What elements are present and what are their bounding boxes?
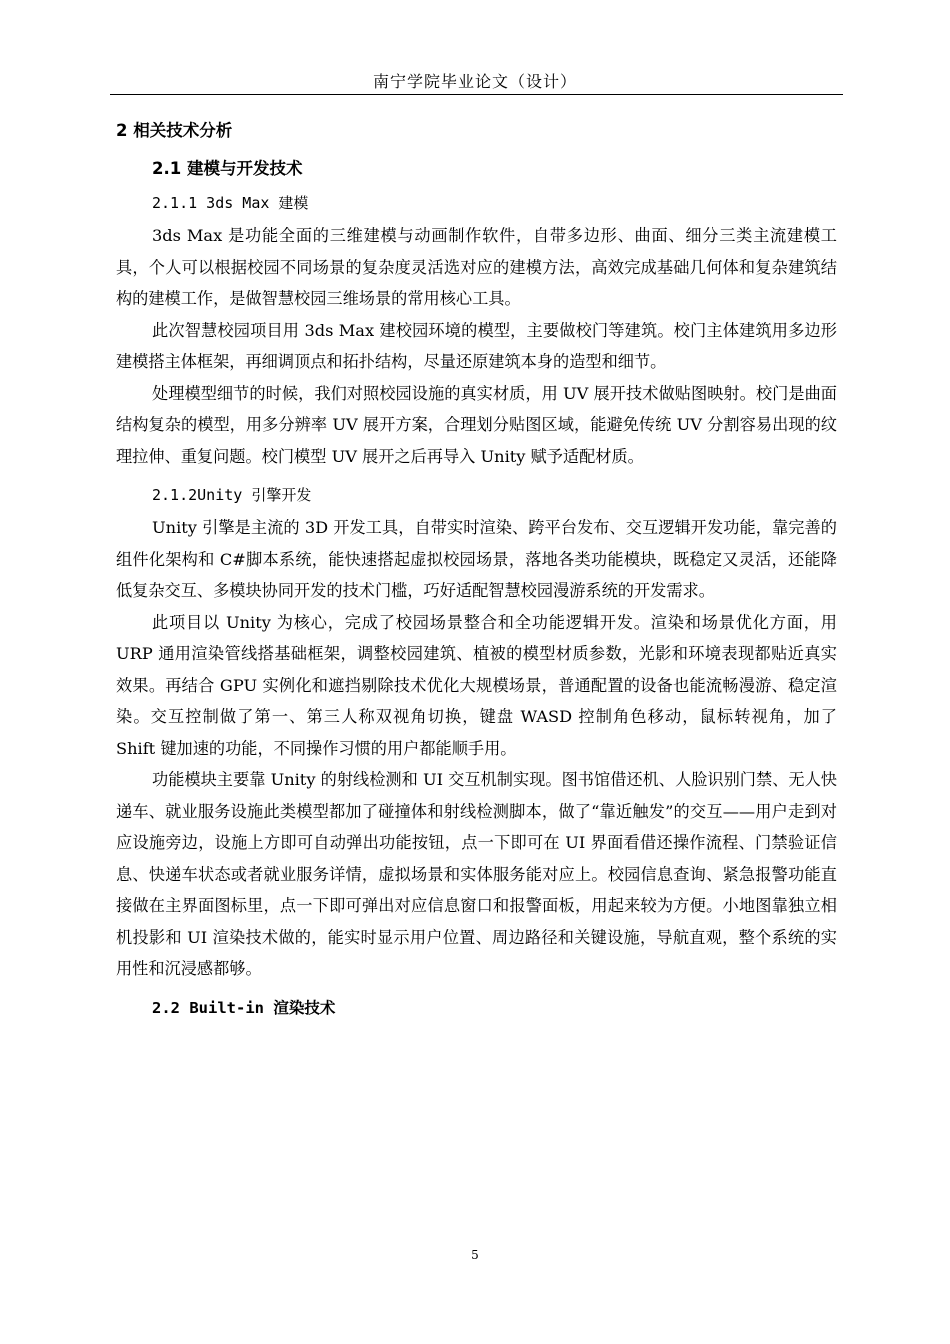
paragraph-unity-project: 此项目以 Unity 为核心，完成了校园场景整合和全功能逻辑开发。渲染和场景优化方面，用 URP 通用渲染管线搭基础框架，调整校园建筑、植被的模型材质参数，光影和环境表现都贴近真实效果。再结合 GPU 实例化和遮挡剔除技术优化大规模场景，普通配置的设备也能流畅漫游、稳定渲染。交互控制做了第一、第三人称双视角切换，键盘 WASD 控制角色移动，鼠标转视角，加了 Shift 键加速的功能，不同操作习惯的用户都能顺手用。 <box>116 612 837 758</box>
paragraph-uv-mapping: 处理模型细节的时候，我们对照校园设施的真实材质，用 UV 展开技术做贴图映射。校门是曲面结构复杂的模型，用多分辨率 UV 展开方案，合理划分贴图区域，能避免传统 UV 分割容易出现的纹理拉伸、重复问题。校门模型 UV 展开之后再导入 Unity 赋予适配材质。 <box>116 383 837 466</box>
paragraph-unity-intro: Unity 引擎是主流的 3D 开发工具，自带实时渲染、跨平台发布、交互逻辑开发功能，靠完善的组件化架构和 C#脚本系统，能快速搭起虚拟校园场景，落地各类功能模块，既稳定又灵活，还能降低复杂交互、多模块协同开发的技术门槛，巧好适配智慧校园漫游系统的开发需求。 <box>116 518 837 600</box>
page-header-title: 南宁学院毕业论文（设计） <box>372 72 577 91</box>
paragraph-function-modules: 功能模块主要靠 Unity 的射线检测和 UI 交互机制实现。图书馆借还机、人脸识别门禁、无人快递车、就业服务设施此类模型都加了碰撞体和射线检测脚本，做了“靠近触发”的交互——用户走到对应设施旁边，设施上方即可自动弹出功能按钮，点一下即可在 UI 界面看借还操作流程、门禁验证信息、快递车状态或者就业服务详情，虚拟场景和实体服务能对应上。校园信息查询、紧急报警功能直接做在主界面图标里，点一下即可弹出对应信息窗口和报警面板，用起来较为方便。小地图靠独立相机投影和 UI 渲染技术做的，能实时显示用户位置、周边路径和关键设施，导航直观，整个系统的实用性和沉浸感都够。 <box>116 770 837 978</box>
section-heading-2-2: 2.2 Built-in 渲染技术 <box>152 998 336 1017</box>
paragraph-3dsmax-project: 此次智慧校园项目用 3ds Max 建校园环境的模型，主要做校门等建筑。校门主体建筑用多边形建模搭主体框架，再细调顶点和拓扑结构，尽量还原建筑本身的造型和细节。 <box>116 320 837 371</box>
subsection-heading-2-1-1: 2.1.1 3ds Max 建模 <box>152 194 309 212</box>
page-content <box>116 114 837 1025</box>
chapter-heading: 2 相关技术分析 <box>116 121 233 140</box>
paragraph-3dsmax-intro: 3ds Max 是功能全面的三维建模与动画制作软件，自带多边形、曲面、细分三类主流建模工具，个人可以根据校园不同场景的复杂度灵活选对应的建模方法，高效完成基础几何体和复杂建筑结构的建模工作，是做智慧校园三维场景的常用核心工具。 <box>116 226 837 308</box>
page-number: 5 <box>471 1248 479 1262</box>
header-divider <box>110 94 843 95</box>
subsection-heading-2-1-2: 2.1.2Unity 引擎开发 <box>152 486 312 504</box>
section-heading-2-1: 2.1 建模与开发技术 <box>152 159 303 178</box>
